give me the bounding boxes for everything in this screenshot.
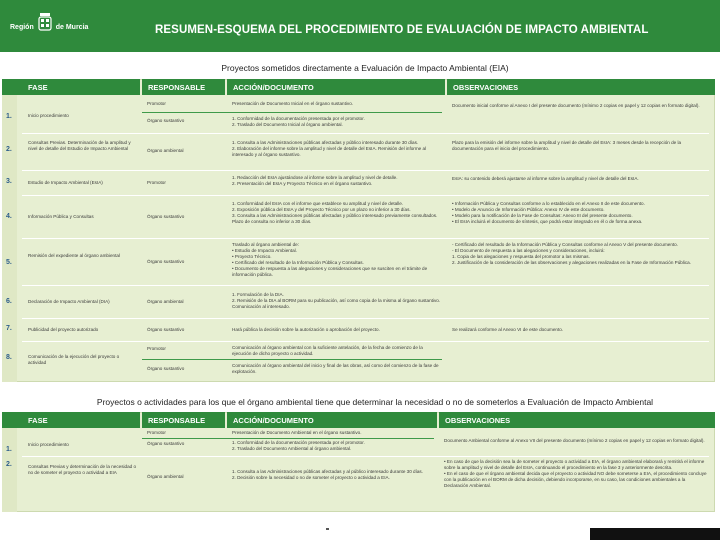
logo-text-right: de Murcia: [55, 23, 89, 31]
cell-responsable: Órgano ambiental: [147, 148, 184, 153]
section1-title: Proyectos sometidos directamente a Evaluación de Impacto Ambiental (EIA): [221, 63, 509, 73]
cell-responsable: Órgano sustantivo: [147, 441, 185, 446]
cell-fase: Inicio procedimiento: [28, 113, 69, 118]
cell-accion: Presentación de Documento Ambiental en el órgano sustantivo.: [232, 430, 362, 435]
row-number: 7.: [6, 325, 12, 332]
cell-fase: Publicidad del proyecto autorizado: [28, 327, 99, 332]
table-row: [2, 134, 715, 170]
col-header-fase: FASE: [22, 412, 140, 428]
cell-fase: Consultas Previas. Determinación de la amplitud y nivel de detalle del Estudio de Impacto Ambiental: [28, 140, 131, 152]
header-corner: [2, 79, 22, 95]
table-row: [2, 342, 715, 381]
cell-observaciones: - Certificado del resultado de la Información Pública y Consultas conforme al Anexo V del presente documento. - El Documento de respuesta a las alegaciones y consideraciones, incluirá: 1. Copia de las alegaciones y respuesta del promotor a las mismas. 2. Justificación de la consideración de las observaciones y alegaciones realizadas en la Fase de Información Pública.: [452, 242, 692, 266]
sub-row-divider: [142, 359, 442, 360]
col-header-accion: ACCIÓN/DOCUMENTO: [227, 79, 445, 95]
cell-responsable: Promotor: [147, 180, 166, 185]
cell-responsable: Promotor: [147, 430, 166, 435]
table-row: [2, 319, 715, 341]
cell-accion: Comunicación al órgano ambiental del inicio y final de las obras, así como del comienzo de la fase de explotación.: [232, 363, 439, 375]
cell-responsable: Órgano sustantivo: [147, 327, 185, 332]
cell-fase: Estudio de Impacto Ambiental (EsIA): [28, 180, 103, 185]
sub-row-divider: [142, 112, 442, 113]
cell-fase: Declaración de Impacto Ambiental (DIA): [28, 299, 110, 304]
cell-accion: 1. Consulta a las Administraciones públicas afectadas y público interesado durante 30 días. 2. Elaboración del informe sobre la amplitud y nivel de detalle del EsIA. Remisión del informe al interesado y al órgano sustantivo.: [232, 140, 427, 158]
cell-responsable: Promotor: [147, 346, 166, 351]
document-title: RESUMEN-ESQUEMA DEL PROCEDIMIENTO DE EVALUACIÓN DE IMPACTO AMBIENTAL: [155, 24, 649, 36]
cell-accion: 1. Conformidad de la documentación presentada por el promotor. 2. Traslado del Documento Ambiental al órgano ambiental.: [232, 440, 365, 452]
cell-responsable: Promotor: [147, 101, 166, 106]
cell-observaciones: Documento inicial conforme al Anexo I del presente documento (mínimo 2 copias en papel y 12 copias en formato digital).: [452, 103, 700, 108]
col-header-responsable: RESPONSABLE: [142, 412, 225, 428]
cell-accion: Comunicación al órgano ambiental con la suficiente antelación, de la fecha de comienzo de la ejecución de dicho proyecto o actividad.: [232, 345, 423, 357]
cell-fase: Información Pública y Consultas: [28, 214, 94, 219]
cell-accion: Presentación de Documento Inicial en el órgano sustantivo.: [232, 101, 354, 106]
cell-fase: Comunicación de la ejecución del proyecto o actividad: [28, 354, 120, 366]
cell-observaciones: EsIA: su contenido deberá ajustarse al informe sobre la amplitud y nivel de detalle del EsIA.: [452, 176, 639, 181]
table-row: [2, 171, 715, 195]
row-number: 1.: [6, 113, 12, 120]
cell-accion: 1. Formulación de la DIA. 2. Remisión de la DIA al BORM para su publicación, así como copia de la misma al órgano sustantivo. Comunicación al interesado.: [232, 292, 441, 310]
cell-responsable: Órgano sustantivo: [147, 366, 185, 371]
col-header-observaciones: OBSERVACIONES: [439, 412, 715, 428]
col-header-accion: ACCIÓN/DOCUMENTO: [227, 412, 437, 428]
row-number: 1.: [6, 446, 12, 453]
cell-accion: 1. Consulta a las Administraciones públicas afectadas y al público interesado durante 30 días. 2. Decisión sobre la necesidad o no de someter el proyecto o actividad a EIA.: [232, 469, 424, 481]
cell-accion: 1. Conformidad de la documentación presentada por el promotor. 2. Traslado del Documento Inicial al órgano ambiental.: [232, 116, 365, 128]
table-row: [2, 239, 715, 285]
table-row: [2, 428, 715, 456]
table-row: [2, 196, 715, 238]
row-number: 4.: [6, 213, 12, 220]
table-row: [2, 286, 715, 318]
table-header: [2, 412, 715, 428]
row-number: 8.: [6, 354, 12, 361]
cell-accion: 1. Conformidad del EsIA con el informe que establece su amplitud y nivel de detalle. 2. Exposición pública del EsIA y del Proyecto Técnico por un plazo no inferior a 30 días. 3. Consulta a las Administraciones públicas afectadas y público interesado previamente consultados. Plazo de consulta no inferior a 30 días.: [232, 201, 438, 225]
cell-observaciones: • Información Pública y Consultas conforme a lo establecido en el Anexo II de este documento. • Modelo de Anuncio de Información Pública: Anexo IV de este documento. • Modelo para la notificación de la Fase de Consultas: Anexo III del presente documento. • El EsIA incluirá el documento de síntesis, que podrá estar integrado en él o de forma anexa.: [452, 201, 645, 225]
table-row: [2, 457, 715, 512]
header-bar: [0, 0, 720, 52]
section2-table: [2, 412, 715, 512]
cell-fase: Inicio procedimiento: [28, 442, 69, 447]
page-mark: [326, 528, 329, 530]
cell-responsable: Órgano sustantivo: [147, 259, 185, 264]
row-number: 2.: [6, 146, 12, 153]
cell-observaciones: Documento Ambiental conforme al Anexo VII del presente documento (mínimo 2 copias en papel y 12 copias en formato digital).: [444, 438, 705, 443]
cell-observaciones: • En caso de que la decisión sea la de someter el proyecto o actividad a EIA, el órgano ambiental elaborará y remitirá el informe sobre la amplitud y nivel de detalle del EsIA, continuando el procedimiento en la fase 3 y anteriormente descrita. • En el caso de que el órgano ambiental decida que el proyecto o actividad NO debe someterse a EIA, el procedimiento concluye con la publicación en el BORM de dicha decisión, debiendo incorporarse, en su caso, las condiciones ambientales a la Declaración Ambiental.: [444, 459, 707, 489]
cell-responsable: Órgano ambiental: [147, 299, 184, 304]
section1-table: [2, 79, 715, 382]
cell-accion: 1. Redacción del EsIA ajustándose al informe sobre la amplitud y nivel de detalle. 2. Presentación del EsIA y Proyecto Técnico en el órgano sustantivo.: [232, 175, 398, 187]
region-logo: [10, 10, 88, 44]
cell-responsable: Órgano sustantivo: [147, 214, 185, 219]
cell-responsable: Órgano sustantivo: [147, 118, 185, 123]
col-header-responsable: RESPONSABLE: [142, 79, 225, 95]
section2-title: Proyectos o actividades para los que el órgano ambiental tiene que determinar la necesidad o no de someterlos a Evaluación de Impacto Ambiental: [96, 397, 654, 407]
crest-icon: [38, 12, 52, 42]
cell-accion: Traslado al órgano ambiental de: • Estudio de Impacto Ambiental. • Proyecto Técnico. • Certificado del resultado de la Información Pública y Consultas. • Documento de respuesta a las alegaciones y consideraciones que se susciten en el trámite de información pública.: [232, 242, 428, 278]
header-corner: [2, 412, 22, 428]
cell-fase: Remisión del expediente al órgano ambiental: [28, 253, 120, 258]
row-number: 3.: [6, 178, 12, 185]
section1-body: [2, 95, 715, 382]
sub-row-divider: [142, 438, 434, 439]
table-header: [2, 79, 715, 95]
cell-fase: Consultas Previas y determinación de la necesidad o no de someter el proyecto o actividad a EIA: [28, 464, 137, 476]
col-header-observaciones: OBSERVACIONES: [447, 79, 715, 95]
cell-observaciones: Plazo para la emisión del informe sobre la amplitud y nivel de detalle del EsIA: 3 meses desde la recepción de la documentación para el inicio del procedimiento.: [452, 140, 682, 152]
cell-accion: Hará pública la decisión sobre la autorización o aprobación del proyecto.: [232, 327, 380, 332]
col-header-fase: FASE: [22, 79, 140, 95]
section2-body: [2, 428, 715, 512]
row-number: 2.: [6, 461, 12, 468]
table-row: [2, 95, 715, 133]
cell-responsable: Órgano ambiental: [147, 474, 184, 479]
cell-observaciones: Se realizará conforme al Anexo VI de este documento.: [452, 327, 564, 332]
logo-text-left: Región: [10, 23, 34, 31]
row-number: 5.: [6, 259, 12, 266]
footer-bar: [590, 528, 720, 540]
row-number: 6.: [6, 298, 12, 305]
